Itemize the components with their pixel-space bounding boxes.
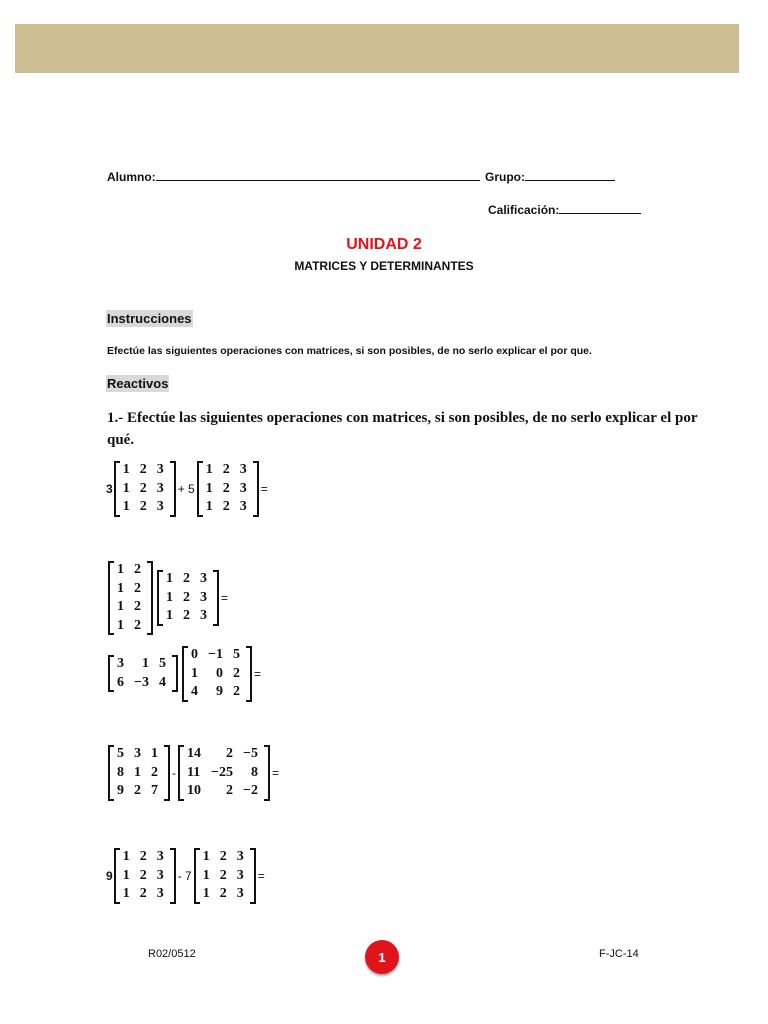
matrix-column bbox=[121, 461, 135, 517]
matrix-cell: 2 bbox=[183, 571, 190, 587]
matrix-cell: 1 bbox=[151, 746, 158, 761]
matrix-cell: 3 bbox=[156, 867, 164, 883]
matrix bbox=[108, 745, 170, 801]
matrix-cell: 1 bbox=[117, 562, 124, 577]
exercise-3 bbox=[108, 646, 263, 702]
matrix-cell: 3 bbox=[239, 499, 247, 514]
matrix-cell: 3 bbox=[236, 886, 244, 901]
grupo-field[interactable] bbox=[485, 170, 615, 184]
matrix-cell: 2 bbox=[139, 462, 147, 477]
matrix-cell: 2 bbox=[139, 849, 147, 864]
matrix-column bbox=[189, 646, 203, 702]
equals-sign: = bbox=[253, 666, 261, 681]
exercise-5 bbox=[106, 848, 267, 904]
matrix-cell: 1 bbox=[117, 599, 124, 614]
matrix-cell: 9 bbox=[117, 783, 124, 798]
matrix-column bbox=[185, 745, 206, 801]
matrix-cell: 2 bbox=[134, 783, 141, 798]
matrix bbox=[114, 848, 176, 904]
matrix-cell: −1 bbox=[207, 647, 223, 662]
matrix-cell: 4 bbox=[158, 674, 166, 690]
matrix-column bbox=[115, 745, 129, 801]
matrix-column bbox=[201, 848, 215, 904]
equals-sign: = bbox=[221, 591, 229, 605]
matrix-cell: 1 bbox=[202, 849, 210, 864]
matrix bbox=[194, 848, 256, 904]
unit-subtitle: MATRICES Y DETERMINANTES bbox=[294, 259, 474, 273]
matrix-column bbox=[228, 646, 245, 702]
matrix-cell: 3 bbox=[239, 480, 247, 496]
footer-right-code: F-JC-14 bbox=[599, 948, 639, 960]
matrix-cell: 1 bbox=[205, 462, 213, 477]
matrix-cell: 5 bbox=[117, 746, 124, 761]
matrix-cell: 3 bbox=[200, 571, 207, 587]
matrix-column bbox=[203, 646, 228, 702]
matrix-cell: 2 bbox=[134, 562, 141, 577]
matrix-cell: 3 bbox=[236, 867, 244, 883]
matrix bbox=[197, 461, 259, 517]
matrix-cell: 2 bbox=[222, 480, 230, 496]
alumno-field[interactable] bbox=[107, 170, 480, 184]
matrix-cell: 2 bbox=[225, 746, 233, 761]
matrix-cell: 2 bbox=[225, 783, 233, 798]
matrix-cell: 1 bbox=[134, 764, 141, 780]
matrix-cell: 1 bbox=[122, 499, 130, 514]
matrix-cell: 0 bbox=[215, 665, 223, 681]
matrix-column bbox=[215, 848, 232, 904]
matrix-cell: 6 bbox=[117, 674, 124, 690]
matrix-cell: 14 bbox=[187, 746, 201, 761]
matrix-cell: 2 bbox=[139, 867, 147, 883]
matrix-cell: 3 bbox=[134, 746, 141, 761]
matrix bbox=[182, 646, 252, 702]
matrix-cell: 3 bbox=[156, 480, 164, 496]
equals-sign: = bbox=[271, 765, 279, 780]
matrix-cell: 3 bbox=[156, 886, 164, 901]
matrix-cell: 1 bbox=[190, 665, 198, 681]
matrix-cell: 2 bbox=[139, 480, 147, 496]
matrix-cell: 2 bbox=[151, 764, 158, 780]
matrix-column bbox=[135, 848, 152, 904]
matrix-cell: 2 bbox=[183, 608, 190, 624]
matrix-cell: 1 bbox=[117, 580, 124, 596]
header-band bbox=[15, 24, 739, 73]
matrix-cell: 1 bbox=[166, 571, 173, 587]
matrix-cell: 8 bbox=[250, 764, 258, 780]
instructions-text: Efectúe las siguientes operaciones con matrices, si son posibles, de no serlo explicar el por que. bbox=[107, 345, 592, 357]
operator: - bbox=[172, 765, 176, 780]
matrix-cell: 8 bbox=[117, 764, 124, 780]
matrix bbox=[108, 561, 153, 635]
matrix-cell: 2 bbox=[139, 886, 147, 901]
matrix-cell: 2 bbox=[222, 499, 230, 514]
matrix bbox=[114, 461, 176, 517]
matrix-cell: 3 bbox=[200, 608, 207, 624]
matrix-column bbox=[115, 655, 129, 692]
matrix-cell: 2 bbox=[134, 599, 141, 614]
matrix-cell: 2 bbox=[183, 589, 190, 605]
matrix-cell: 1 bbox=[205, 480, 213, 496]
matrix-cell: −25 bbox=[211, 764, 233, 780]
matrix-cell: 3 bbox=[239, 462, 247, 477]
matrix-cell: 5 bbox=[232, 647, 240, 662]
matrix-cell: 0 bbox=[190, 647, 198, 662]
unit-title: UNIDAD 2 bbox=[346, 236, 422, 253]
matrix-cell: 1 bbox=[122, 886, 130, 901]
matrix-column bbox=[121, 848, 135, 904]
matrix bbox=[108, 655, 178, 692]
matrix-cell: 3 bbox=[236, 849, 244, 864]
footer-left-code: R02/0512 bbox=[148, 948, 196, 960]
scalar: 9 bbox=[106, 868, 113, 883]
matrix-cell: 1 bbox=[122, 480, 130, 496]
matrix-column bbox=[129, 655, 154, 692]
exercise-4 bbox=[108, 745, 281, 801]
matrix-cell: 2 bbox=[219, 849, 227, 864]
equals-sign: = bbox=[257, 868, 265, 883]
matrix-cell: 1 bbox=[166, 589, 173, 605]
matrix-cell: 7 bbox=[151, 783, 158, 798]
matrix-cell: −5 bbox=[242, 746, 258, 761]
matrix bbox=[157, 570, 219, 626]
matrix-column bbox=[146, 745, 163, 801]
matrix-column bbox=[152, 848, 169, 904]
matrix-column bbox=[195, 570, 212, 626]
matrix-cell: 4 bbox=[190, 684, 198, 699]
matrix-cell: 1 bbox=[202, 886, 210, 901]
operator: + 5 bbox=[177, 481, 195, 496]
matrix-column bbox=[232, 848, 249, 904]
question-1: 1.- Efectúe las siguientes operaciones con matrices, si son posibles, de no serlo explicar el por qué. bbox=[107, 410, 698, 448]
matrix-cell: 1 bbox=[205, 499, 213, 514]
matrix bbox=[178, 745, 270, 801]
matrix-cell: 2 bbox=[134, 617, 141, 633]
matrix-cell: 2 bbox=[134, 580, 141, 596]
calificacion-field[interactable] bbox=[488, 203, 641, 217]
alumno-label: Alumno: bbox=[107, 170, 156, 184]
matrix-cell: 1 bbox=[202, 867, 210, 883]
matrix-column bbox=[152, 461, 169, 517]
matrix-cell: −2 bbox=[242, 783, 258, 798]
matrix-cell: 1 bbox=[122, 462, 130, 477]
matrix-cell: 2 bbox=[219, 867, 227, 883]
matrix-cell: 2 bbox=[219, 886, 227, 901]
matrix-cell: 1 bbox=[166, 608, 173, 624]
scalar: 3 bbox=[106, 481, 113, 496]
exercise-2 bbox=[108, 561, 230, 635]
matrix-column bbox=[218, 461, 235, 517]
alumno-line[interactable] bbox=[156, 170, 480, 181]
grupo-label: Grupo: bbox=[485, 170, 525, 184]
matrix-cell: 1 bbox=[122, 867, 130, 883]
matrix-cell: 1 bbox=[117, 617, 124, 633]
exercise-1 bbox=[106, 461, 270, 517]
matrix-cell: 9 bbox=[215, 684, 223, 699]
matrix-cell: 10 bbox=[187, 783, 201, 798]
matrix-cell: 1 bbox=[141, 656, 149, 672]
grupo-line[interactable] bbox=[525, 170, 615, 181]
matrix-column bbox=[154, 655, 171, 692]
matrix-column bbox=[238, 745, 263, 801]
matrix-cell: 11 bbox=[187, 764, 201, 780]
matrix-column bbox=[115, 561, 129, 635]
matrix-cell: 3 bbox=[156, 462, 164, 477]
matrix-cell: 3 bbox=[156, 499, 164, 514]
matrix-cell: 2 bbox=[232, 665, 240, 681]
calificacion-label: Calificación: bbox=[488, 203, 560, 217]
matrix-column bbox=[129, 561, 146, 635]
matrix-cell: 2 bbox=[222, 462, 230, 477]
section-reactivos: Reactivos bbox=[107, 376, 169, 391]
matrix-cell: 2 bbox=[232, 684, 240, 699]
matrix-cell: 5 bbox=[158, 656, 166, 672]
matrix-column bbox=[164, 570, 178, 626]
matrix-column bbox=[135, 461, 152, 517]
matrix-column bbox=[206, 745, 238, 801]
matrix-cell: −3 bbox=[134, 674, 149, 690]
equals-sign: = bbox=[260, 481, 268, 496]
matrix-column bbox=[129, 745, 146, 801]
matrix-column bbox=[178, 570, 195, 626]
calificacion-line[interactable] bbox=[559, 203, 641, 214]
operator: - 7 bbox=[177, 868, 192, 883]
matrix-column bbox=[235, 461, 252, 517]
page-number-badge: 1 bbox=[365, 940, 399, 974]
matrix-cell: 3 bbox=[117, 656, 124, 672]
matrix-column bbox=[204, 461, 218, 517]
matrix-cell: 3 bbox=[200, 589, 207, 605]
matrix-cell: 3 bbox=[156, 849, 164, 864]
matrix-cell: 2 bbox=[139, 499, 147, 514]
section-instrucciones: Instrucciones bbox=[107, 311, 192, 326]
matrix-cell: 1 bbox=[122, 849, 130, 864]
